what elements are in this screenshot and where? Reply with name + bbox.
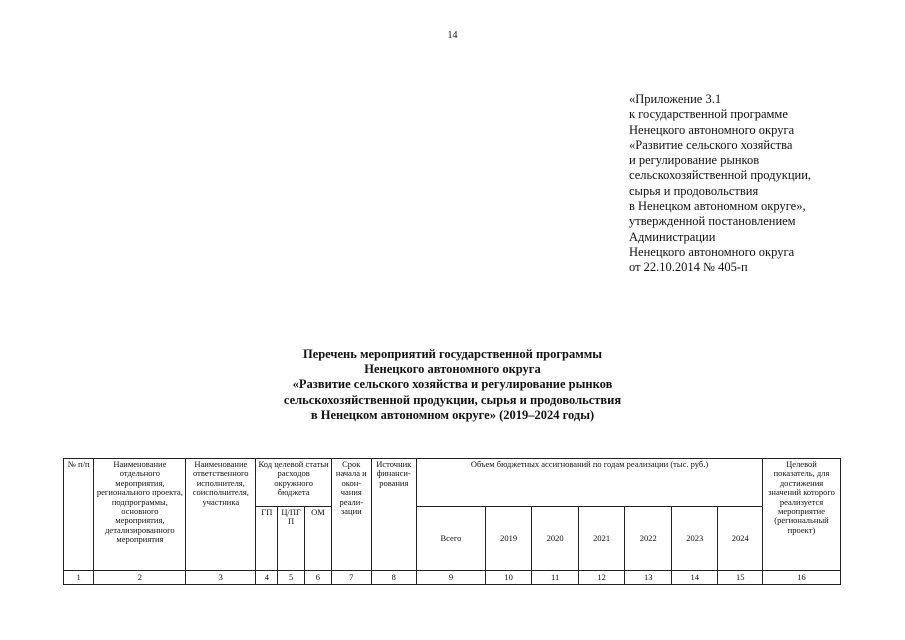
- appendix-line: сырья и продовольствия: [629, 183, 759, 198]
- appendix-line: «Развитие сельского хозяйства: [629, 137, 793, 152]
- column-number: 12: [578, 571, 625, 585]
- title-line: Перечень мероприятий государственной программы: [302, 347, 603, 361]
- column-number: 7: [332, 571, 371, 585]
- header-year: 2022: [625, 507, 672, 571]
- header-cp: Ц/ПГ П: [278, 507, 304, 571]
- document-title: [0, 347, 905, 423]
- title-line: сельскохозяйственной продукции, сырья и продовольствия: [283, 392, 622, 407]
- column-number: 16: [763, 571, 841, 585]
- header-year: 2020: [532, 507, 579, 571]
- appendix-line: «Приложение 3.1: [629, 92, 722, 106]
- column-number: 13: [625, 571, 672, 585]
- measures-table: [63, 458, 841, 585]
- appendix-block: [629, 92, 899, 276]
- header-year: 2019: [485, 507, 532, 571]
- appendix-line: Администрации: [629, 229, 716, 244]
- appendix-line: к государственной программе: [629, 107, 788, 122]
- title-line: в Ненецком автономном округе» (2019–2024 годы): [310, 407, 595, 422]
- column-number: 8: [371, 571, 417, 585]
- column-number: 1: [64, 571, 94, 585]
- header-year: 2024: [718, 507, 763, 571]
- appendix-line: от 22.10.2014 № 405-п: [629, 260, 748, 275]
- header-gp: ГП: [256, 507, 278, 571]
- header-year: 2023: [671, 507, 718, 571]
- header-no: № п/п: [64, 459, 94, 571]
- column-number: 11: [532, 571, 579, 585]
- header-total: Всего: [417, 507, 486, 571]
- column-number: 14: [671, 571, 718, 585]
- title-line: «Развитие сельского хозяйства и регулирование рынков: [292, 377, 613, 392]
- header-executor: Наименование ответственного исполнителя, соисполнителя, участника: [186, 459, 256, 571]
- column-number: 3: [186, 571, 256, 585]
- column-number: 4: [256, 571, 278, 585]
- appendix-line: и регулирование рынков: [629, 153, 760, 168]
- appendix-line: Ненецкого автономного округа: [629, 122, 795, 137]
- appendix-line: утвержденной постановлением: [629, 214, 796, 229]
- appendix-line: Ненецкого автономного округа: [629, 244, 795, 259]
- appendix-line: в Ненецком автономном округе»,: [629, 199, 806, 214]
- header-term: Срок начала и окон-чания реали-зации: [332, 459, 371, 571]
- title-line: Ненецкого автономного округа: [364, 362, 541, 377]
- page-number: 14: [447, 30, 458, 41]
- header-budget-code: Код целевой статьи расходов окружного бюджета: [256, 459, 332, 507]
- column-number: 15: [718, 571, 763, 585]
- column-number: 9: [417, 571, 486, 585]
- column-number: 5: [278, 571, 304, 585]
- header-target-indicator: Целевой показатель, для достижения значений которого реализуется мероприятие (региональный проект): [763, 459, 841, 571]
- column-number: 2: [94, 571, 186, 585]
- header-source: Источник финанси-рования: [371, 459, 417, 571]
- header-om: ОМ: [304, 507, 331, 571]
- header-year: 2021: [578, 507, 625, 571]
- header-name: Наименование отдельного мероприятия, регионального проекта, подпрограммы, основного мероприятия, детализированного мероприятия: [94, 459, 186, 571]
- header-budget-allocations: Объем бюджетных ассигнований по годам реализации (тыс. руб.): [417, 459, 763, 507]
- column-number: 10: [485, 571, 532, 585]
- appendix-line: сельскохозяйственной продукции,: [629, 168, 812, 183]
- column-number: 6: [304, 571, 331, 585]
